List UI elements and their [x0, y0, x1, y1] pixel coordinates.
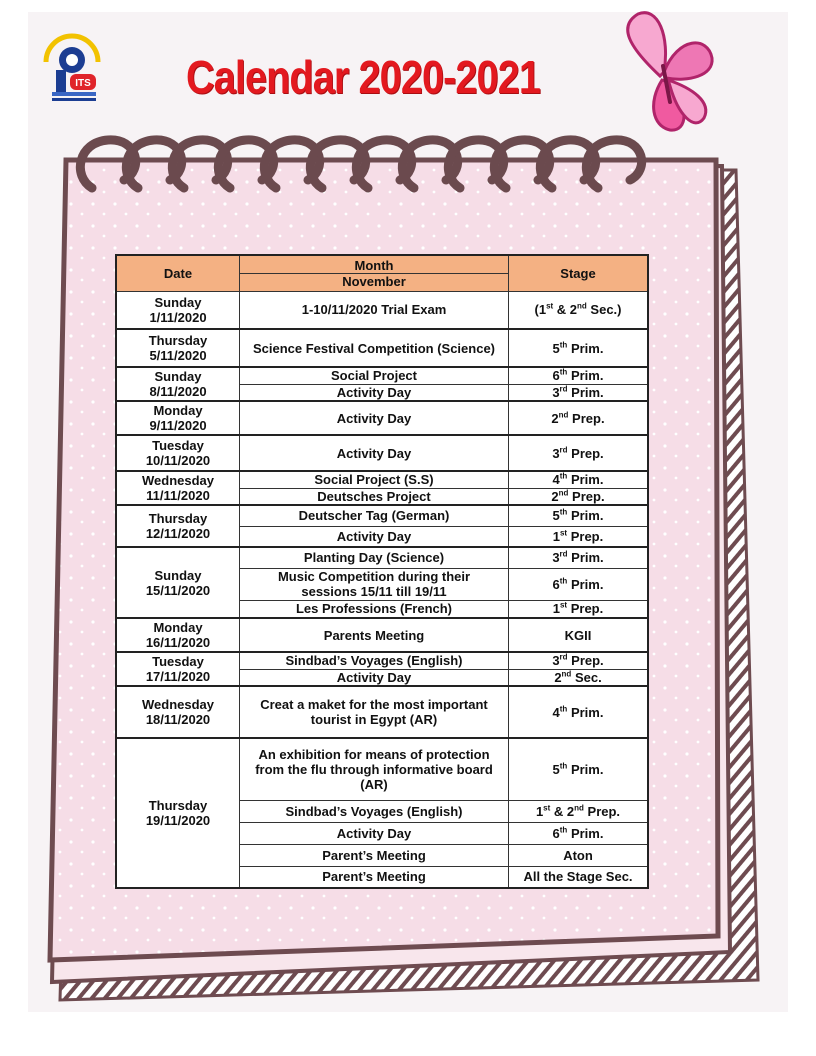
table-row — [116, 547, 648, 568]
activity-line: sessions 15/11 till 19/11 — [301, 584, 447, 599]
date-cell — [116, 652, 240, 686]
activity-line: Social Project — [331, 368, 417, 384]
stage-cell: 3rd Prep. — [509, 435, 649, 471]
date-cell — [116, 367, 240, 401]
date-value: 11/11/2020 — [146, 488, 210, 503]
activity-line: Deutsches Project — [317, 488, 431, 504]
date-value: 1/11/2020 — [149, 309, 207, 325]
activity-line: from the flu through informative board — [255, 761, 493, 777]
date-weekday: Thursday — [148, 333, 208, 348]
activity-cell — [240, 488, 509, 505]
date-weekday: Sunday — [154, 369, 202, 384]
activity-line: Activity Day — [336, 825, 412, 841]
table-row — [116, 291, 648, 329]
activity-cell — [240, 822, 509, 844]
activity-cell — [240, 291, 509, 329]
date-cell — [116, 547, 240, 618]
date-value: 10/11/2020 — [145, 453, 211, 468]
stage-cell: 5th Prim. — [509, 505, 649, 526]
activity-line: Sindbad’s Voyages (English) — [285, 803, 463, 819]
activity-cell — [240, 686, 509, 738]
calendar-body — [116, 291, 648, 888]
stage-cell: 3rd Prim. — [509, 384, 649, 401]
activity-line: Science Festival Competition (Science) — [252, 340, 496, 356]
logo-text: ITS — [75, 78, 91, 89]
header-month — [240, 255, 509, 291]
date-value: 17/11/2020 — [145, 669, 211, 684]
stage-cell: 4th Prim. — [509, 686, 649, 738]
activity-line: Deutscher Tag (German) — [298, 508, 450, 524]
activity-line: An exhibition for means of protection — [258, 746, 490, 762]
date-cell — [116, 435, 240, 471]
date-value: 5/11/2020 — [149, 348, 207, 363]
date-value: 8/11/2020 — [149, 384, 207, 399]
activity-line: Activity Day — [336, 384, 412, 400]
date-cell — [116, 738, 240, 888]
activity-line: Activity Day — [336, 445, 412, 461]
table-row — [116, 435, 648, 471]
stage-cell: 2nd Sec. — [509, 669, 649, 686]
activity-cell — [240, 471, 509, 488]
table-row — [116, 686, 648, 738]
stage-cell: 5th Prim. — [509, 329, 649, 367]
header-date: Date — [116, 255, 240, 291]
activity-cell — [240, 384, 509, 401]
stage-cell: (1st & 2nd Sec.) — [509, 291, 649, 329]
activity-line: Activity Day — [336, 410, 412, 426]
activity-cell — [240, 800, 509, 822]
stage-cell: 1st & 2nd Prep. — [509, 800, 649, 822]
date-weekday: Sunday — [154, 567, 202, 583]
date-weekday: Wednesday — [141, 697, 214, 712]
date-weekday: Thursday — [148, 511, 208, 526]
date-weekday: Wednesday — [141, 473, 214, 488]
stage-cell: Aton — [509, 844, 649, 866]
activity-line: Sindbad’s Voyages (English) — [285, 653, 463, 669]
activity-cell — [240, 652, 509, 669]
date-value: 9/11/2020 — [149, 418, 207, 433]
calendar-table — [115, 254, 649, 889]
activity-cell — [240, 844, 509, 866]
activity-line: Parent’s Meeting — [322, 847, 426, 863]
stage-cell: 2nd Prep. — [509, 401, 649, 435]
table-row — [116, 471, 648, 488]
stage-cell: 3rd Prep. — [509, 652, 649, 669]
date-weekday: Monday — [153, 620, 203, 635]
table-row — [116, 738, 648, 800]
table-row — [116, 505, 648, 526]
date-cell — [116, 471, 240, 505]
stage-cell: 6th Prim. — [509, 367, 649, 384]
activity-line: Planting Day (Science) — [303, 550, 445, 566]
date-weekday: Tuesday — [152, 654, 204, 669]
page-title: Calendar 2020-2021 — [186, 51, 540, 103]
stage-cell: 5th Prim. — [509, 738, 649, 800]
activity-line: 1-10/11/2020 Trial Exam — [301, 302, 447, 318]
activity-cell — [240, 568, 509, 600]
header-stage: Stage — [509, 255, 649, 291]
date-value: 12/11/2020 — [145, 526, 211, 541]
table-row — [116, 367, 648, 384]
activity-line: Activity Day — [336, 528, 412, 544]
date-weekday: Monday — [153, 403, 203, 418]
date-cell — [116, 401, 240, 435]
stage-cell: 6th Prim. — [509, 822, 649, 844]
activity-cell — [240, 547, 509, 568]
date-cell — [116, 686, 240, 738]
activity-cell — [240, 367, 509, 384]
date-weekday: Thursday — [148, 798, 208, 813]
date-cell — [116, 291, 240, 329]
activity-cell — [240, 526, 509, 547]
activity-cell — [240, 505, 509, 526]
activity-cell — [240, 669, 509, 686]
school-logo — [40, 30, 104, 102]
activity-cell — [240, 866, 509, 888]
stage-cell: KGII — [509, 618, 649, 652]
header-month-value: November — [342, 273, 406, 289]
date-value: 16/11/2020 — [145, 635, 211, 650]
activity-cell — [240, 738, 509, 800]
activity-line: Les Professions (French) — [295, 601, 453, 617]
activity-line: (AR) — [360, 776, 388, 792]
date-cell — [116, 505, 240, 547]
activity-line: Social Project (S.S) — [314, 472, 434, 488]
stage-cell: 6th Prim. — [509, 568, 649, 600]
activity-cell — [240, 600, 509, 618]
date-cell — [116, 618, 240, 652]
activity-line: Parent’s Meeting — [322, 869, 426, 885]
stage-cell: All the Stage Sec. — [509, 866, 649, 888]
activity-cell — [240, 618, 509, 652]
activity-cell — [240, 401, 509, 435]
activity-line: Music Competition during their — [277, 569, 471, 584]
activity-line: Activity Day — [336, 669, 412, 685]
stage-cell: 4th Prim. — [509, 471, 649, 488]
stage-cell: 3rd Prim. — [509, 547, 649, 568]
table-row — [116, 652, 648, 669]
date-cell — [116, 329, 240, 367]
date-weekday: Sunday — [154, 294, 202, 310]
butterfly-icon — [608, 6, 718, 136]
table-row — [116, 618, 648, 652]
date-value: 15/11/2020 — [145, 582, 211, 598]
stage-cell: 1st Prep. — [509, 526, 649, 547]
table-row — [116, 329, 648, 367]
date-value: 18/11/2020 — [145, 712, 211, 727]
header-month-label: Month — [240, 258, 508, 274]
activity-line: Parents Meeting — [323, 627, 425, 643]
date-value: 19/11/2020 — [145, 813, 211, 828]
activity-cell — [240, 435, 509, 471]
activity-line: tourist in Egypt (AR) — [310, 712, 438, 727]
stage-cell: 1st Prep. — [509, 600, 649, 618]
activity-line: Creat a maket for the most important — [260, 697, 488, 712]
activity-cell — [240, 329, 509, 367]
stage-cell: 2nd Prep. — [509, 488, 649, 505]
date-weekday: Tuesday — [152, 438, 204, 453]
table-row — [116, 401, 648, 435]
